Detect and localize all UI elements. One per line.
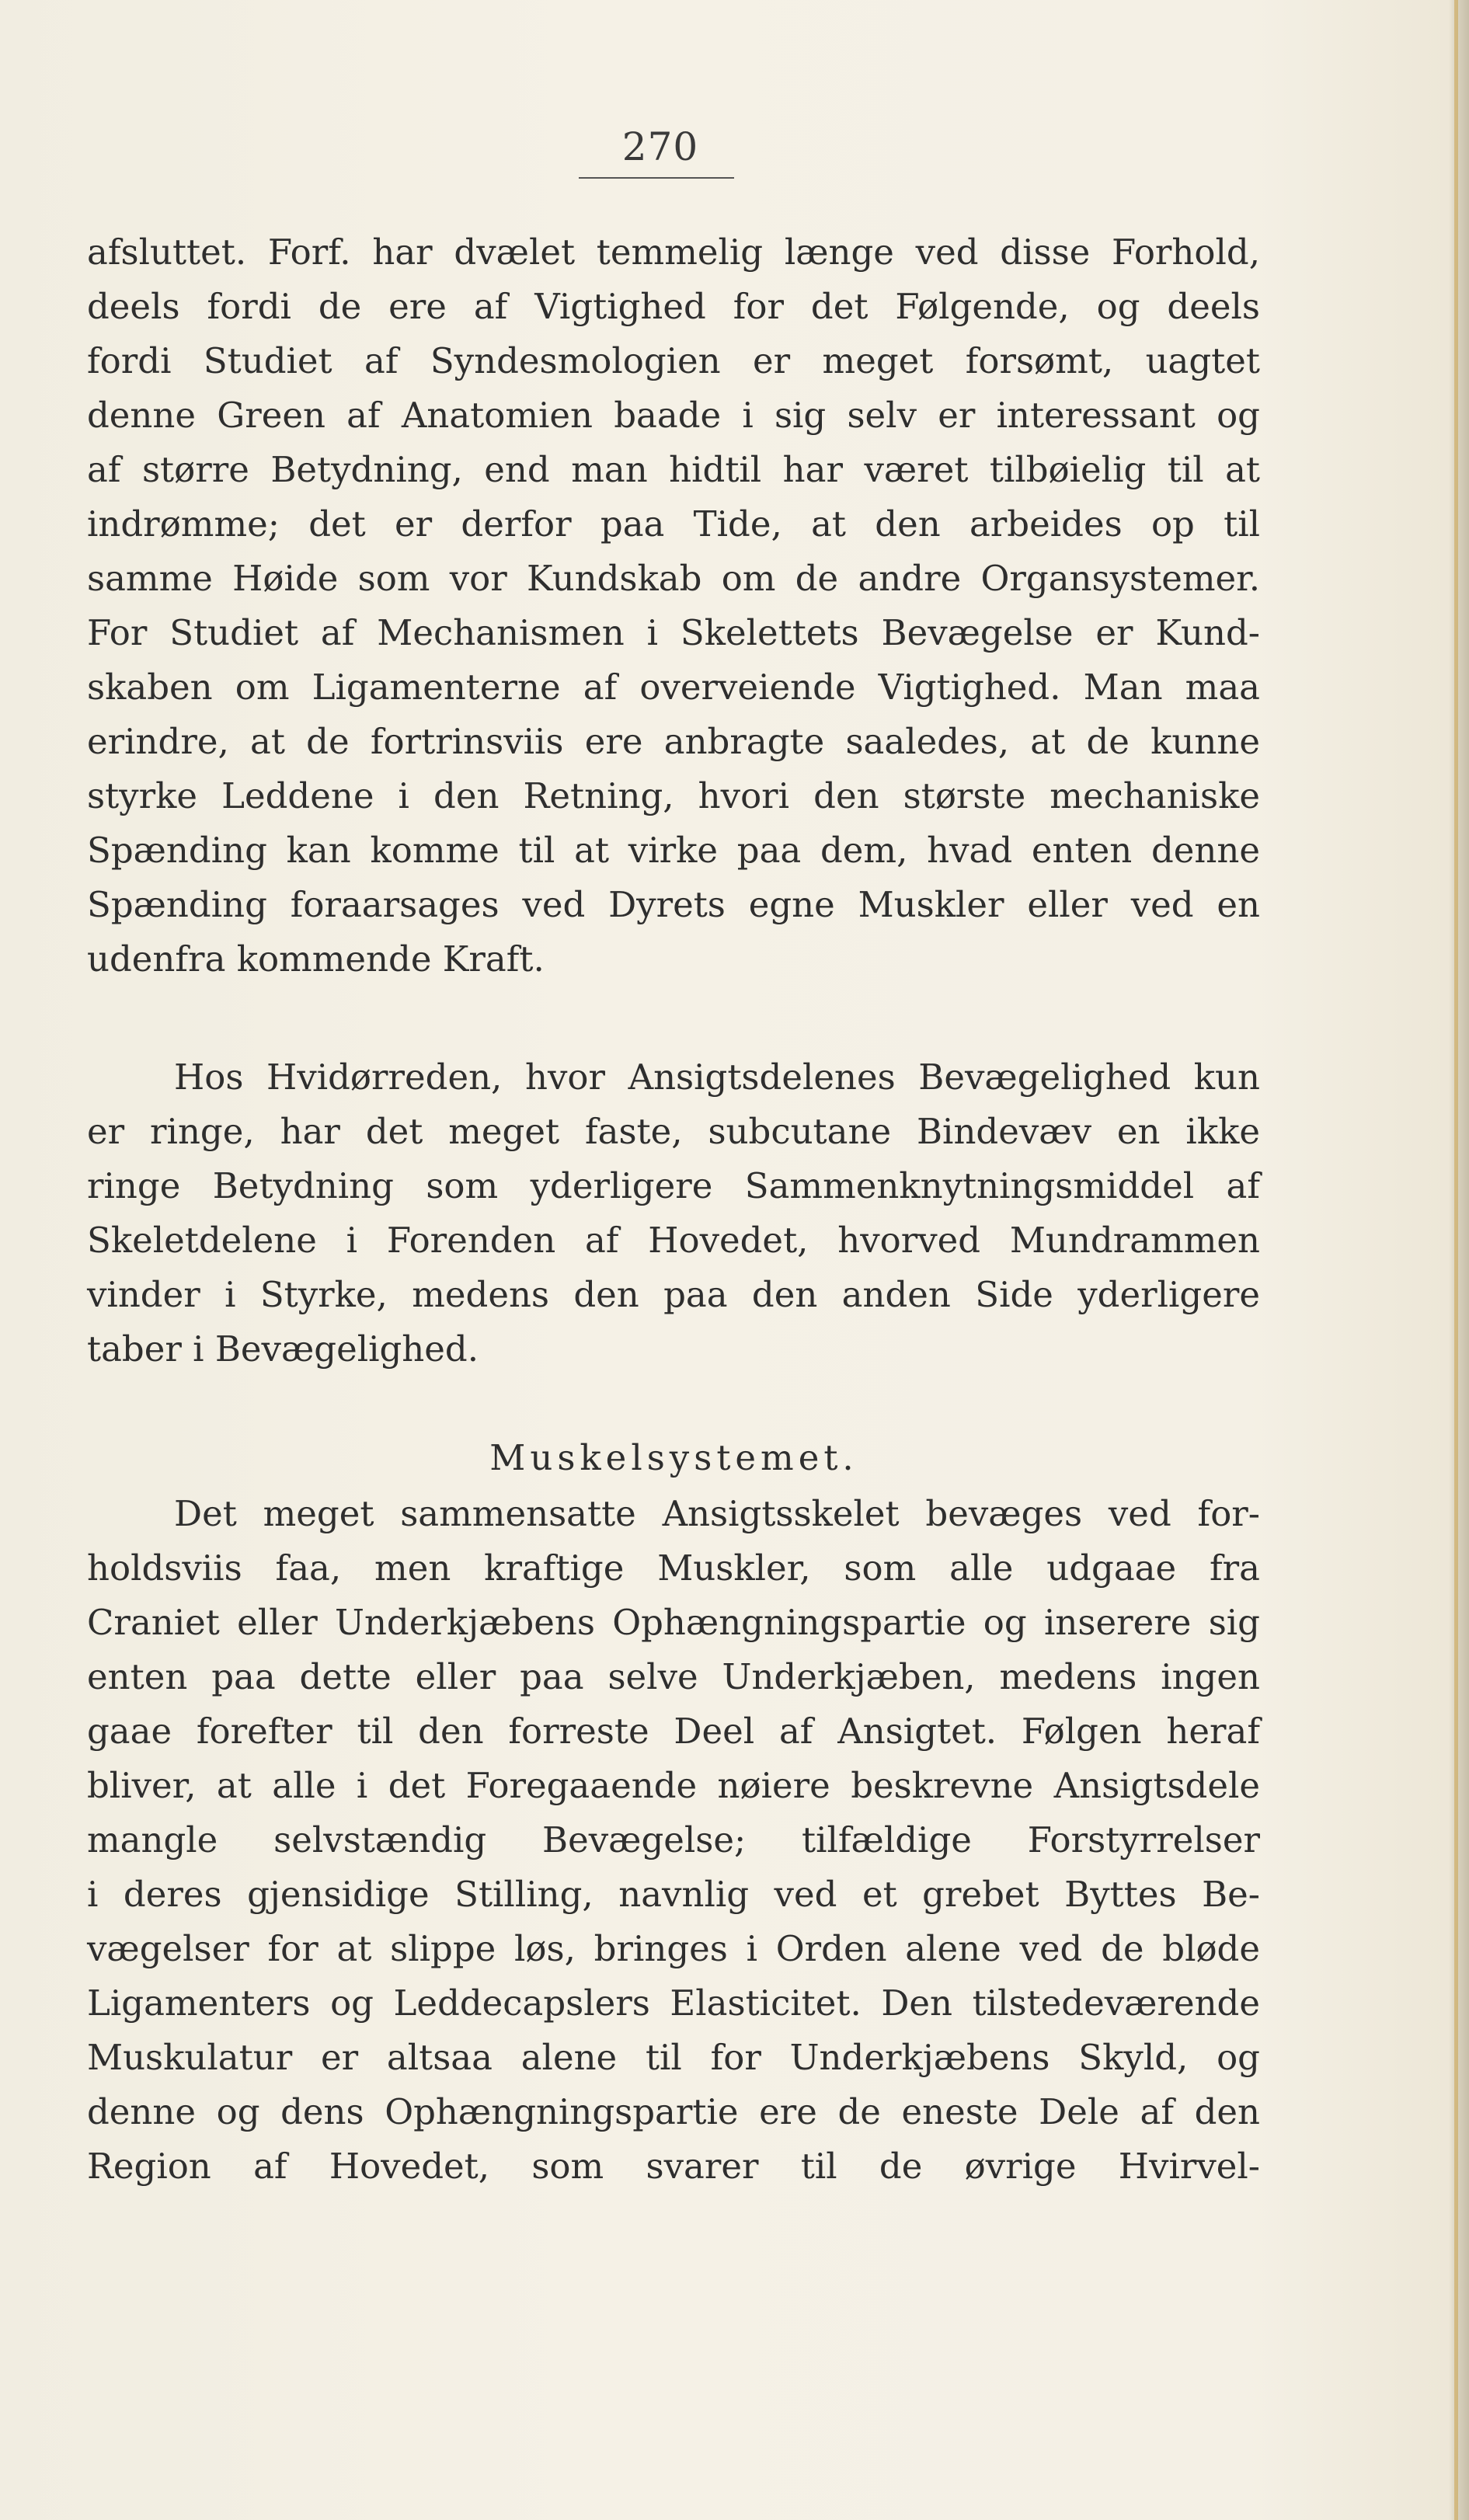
text-line: denne Green af Anatomien baade i sig selv er interessant og: [87, 395, 1260, 436]
text-line: afsluttet. Forf. har dvælet temmelig længe ved disse Forhold,: [87, 231, 1260, 273]
text-line: denne og dens Ophængningspartie ere de eneste Dele af den: [87, 2091, 1260, 2132]
text-line: Det meget sammensatte Ansigtsskelet bevæges ved for-: [174, 1493, 1260, 1534]
text-line: er ringe, har det meget faste, subcutane Bindevæv en ikke: [87, 1111, 1260, 1152]
text-line: Spænding kan komme til at virke paa dem, hvad enten denne: [87, 830, 1260, 871]
text-line: samme Høide som vor Kundskab om de andre Organsystemer.: [87, 558, 1260, 599]
paragraph-3: [87, 1487, 1260, 2194]
text-line: enten paa dette eller paa selve Underkjæben, medens ingen: [87, 1656, 1260, 1697]
text-line: skaben om Ligamenterne af overveiende Vigtighed. Man maa: [87, 667, 1260, 708]
text-line: Hos Hvidørreden, hvor Ansigtsdelenes Bevægelighed kun: [174, 1056, 1260, 1098]
text-line: styrke Leddene i den Retning, hvori den største mechaniske: [87, 775, 1260, 816]
text-line: Ligamenters og Leddecapslers Elasticitet. Den tilstedeværende: [87, 1982, 1260, 2024]
text-line: fordi Studiet af Syndesmologien er meget forsømt, uagtet: [87, 340, 1260, 381]
text-line: gaae forefter til den forreste Deel af Ansigtet. Følgen heraf: [87, 1711, 1260, 1752]
text-line: holdsviis faa, men kraftige Muskler, som alle udgaae fra: [87, 1547, 1260, 1589]
text-line: Skeletdelene i Forenden af Hovedet, hvorved Mundrammen: [87, 1220, 1260, 1261]
text-line: i deres gjensidige Stilling, navnlig ved et grebet Byttes Be-: [87, 1874, 1260, 1915]
text-line: Spænding foraarsages ved Dyrets egne Muskler eller ved en: [87, 884, 1260, 925]
page-binding-edge: [1449, 0, 1469, 2520]
text-line: For Studiet af Mechanismen i Skelettets Bevægelse er Kund-: [87, 612, 1260, 653]
text-line: mangle selvstændig Bevægelse; tilfældige Forstyrrelser: [87, 1819, 1260, 1860]
text-line: Craniet eller Underkjæbens Ophængningspartie og inserere sig: [87, 1602, 1260, 1643]
text-line: af større Betydning, end man hidtil har været tilbøielig til at: [87, 449, 1260, 490]
spine-gilt-line: [1454, 0, 1458, 2520]
text-line: Muskulatur er altsaa alene til for Underkjæbens Skyld, og: [87, 2037, 1260, 2078]
section-heading: Muskelsystemet.: [489, 1437, 858, 1478]
text-line: taber i Bevægelighed.: [87, 1328, 479, 1370]
text-line: deels fordi de ere af Vigtighed for det Følgende, og deels: [87, 286, 1260, 327]
text-line: vægelser for at slippe løs, bringes i Orden alene ved de bløde: [87, 1928, 1260, 1969]
text-line: erindre, at de fortrinsviis ere anbragte saaledes, at de kunne: [87, 721, 1260, 762]
text-line: ringe Betydning som yderligere Sammenknytningsmiddel af: [87, 1165, 1260, 1206]
text-line: vinder i Styrke, medens den paa den anden Side yderligere: [87, 1274, 1260, 1315]
paragraph-1: [87, 225, 1260, 987]
text-line: indrømme; det er derfor paa Tide, at den arbeides op til: [87, 503, 1260, 545]
text-line: Region af Hovedet, som svarer til de øvrige Hvirvel-: [87, 2146, 1260, 2187]
text-line: bliver, at alle i det Foregaaende nøiere beskrevne Ansigtsdele: [87, 1765, 1260, 1806]
page-number: 270: [621, 124, 699, 169]
text-line: udenfra kommende Kraft.: [87, 938, 545, 980]
page-number-rule: [579, 177, 734, 179]
paragraph-2: [87, 1050, 1260, 1377]
